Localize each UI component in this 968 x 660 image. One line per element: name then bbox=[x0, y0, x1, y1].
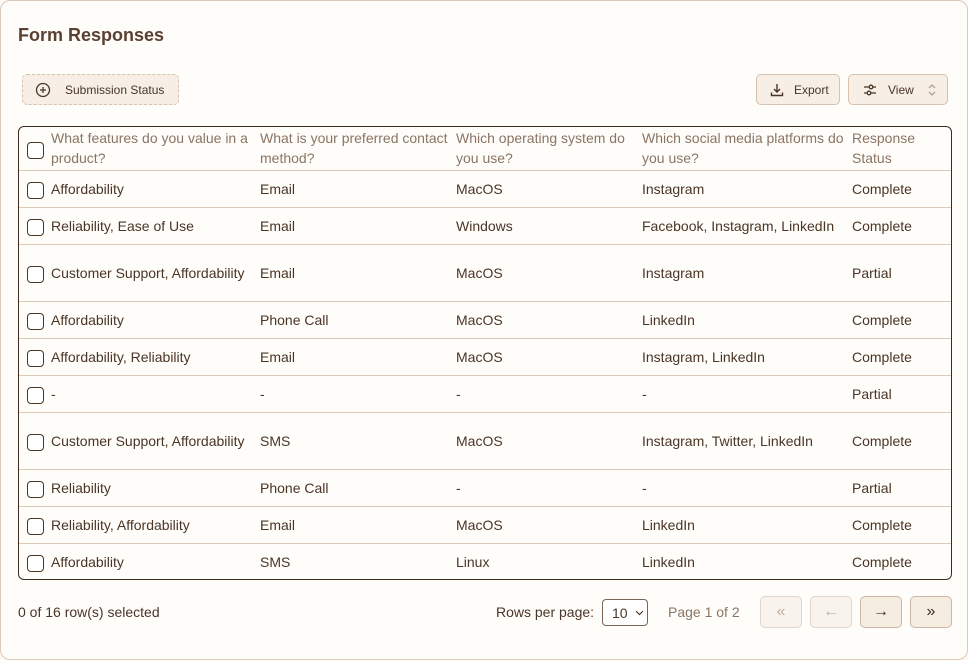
submission-status-label: Submission Status bbox=[65, 82, 165, 97]
table-cell: LinkedIn bbox=[642, 516, 695, 533]
table-cell: MacOS bbox=[456, 311, 503, 328]
table-cell: Instagram, Twitter, LinkedIn bbox=[642, 432, 813, 449]
table-cell: Instagram bbox=[642, 180, 705, 197]
row-select-cell bbox=[19, 469, 51, 506]
first-page-button[interactable] bbox=[760, 596, 802, 628]
table-cell: Complete bbox=[852, 311, 912, 328]
row-checkbox[interactable] bbox=[27, 555, 44, 572]
table-cell: Partial bbox=[852, 385, 892, 402]
table-cell: Customer Support, Affordability bbox=[51, 432, 245, 449]
chevron-up-down-icon bbox=[924, 82, 940, 98]
table-row[interactable] bbox=[19, 506, 952, 543]
arrow-right-icon: → bbox=[873, 603, 889, 620]
row-select-cell bbox=[19, 207, 51, 244]
export-label: Export bbox=[794, 82, 829, 97]
next-page-button[interactable] bbox=[860, 596, 902, 628]
table-row[interactable] bbox=[19, 338, 952, 375]
table-cell: Partial bbox=[852, 264, 892, 281]
table-cell: Email bbox=[260, 348, 296, 365]
table-cell: MacOS bbox=[456, 516, 503, 533]
row-select-cell bbox=[19, 375, 51, 412]
table-cell: Affordability bbox=[51, 553, 124, 570]
table-cell: - bbox=[456, 479, 461, 496]
column-header-contact[interactable]: What is your preferred contact method? bbox=[260, 130, 448, 167]
table-cell: Affordability, Reliability bbox=[51, 348, 191, 365]
table-cell: Linux bbox=[456, 553, 490, 570]
table-cell: LinkedIn bbox=[642, 311, 695, 328]
row-checkbox[interactable] bbox=[27, 350, 44, 367]
column-header-status[interactable]: Response Status bbox=[852, 130, 916, 167]
table-cell: Phone Call bbox=[260, 311, 329, 328]
row-checkbox[interactable] bbox=[27, 219, 44, 236]
table-cell: Email bbox=[260, 516, 296, 533]
table-row[interactable] bbox=[19, 207, 952, 244]
download-icon bbox=[769, 82, 785, 98]
row-select-cell bbox=[19, 244, 51, 301]
table-cell: Email bbox=[260, 180, 296, 197]
table-cell: Facebook, Instagram, LinkedIn bbox=[642, 217, 835, 234]
view-label: View bbox=[888, 82, 914, 97]
row-checkbox[interactable] bbox=[27, 387, 44, 404]
view-options-button[interactable] bbox=[848, 74, 948, 105]
row-checkbox[interactable] bbox=[27, 313, 44, 330]
table-cell: Complete bbox=[852, 180, 912, 197]
double-chevron-right-icon: » bbox=[926, 603, 936, 620]
table-row[interactable] bbox=[19, 469, 952, 506]
sliders-icon bbox=[862, 82, 878, 98]
row-checkbox[interactable] bbox=[27, 182, 44, 199]
table-cell: MacOS bbox=[456, 432, 503, 449]
table-cell: Complete bbox=[852, 217, 912, 234]
table-cell: - bbox=[642, 385, 647, 402]
table-cell: - bbox=[260, 385, 265, 402]
select-all-cell bbox=[19, 127, 51, 170]
row-select-cell bbox=[19, 506, 51, 543]
rows-per-page-select[interactable] bbox=[602, 599, 648, 626]
column-header-os[interactable]: Which operating system do you use? bbox=[456, 130, 625, 167]
row-select-cell bbox=[19, 170, 51, 207]
rows-per-page-value: 10 bbox=[612, 604, 628, 621]
table-cell: - bbox=[642, 479, 647, 496]
table-row[interactable] bbox=[19, 244, 952, 301]
table-cell: Complete bbox=[852, 516, 912, 533]
table-cell: Affordability bbox=[51, 180, 124, 197]
table-cell: Instagram, LinkedIn bbox=[642, 348, 765, 365]
table-cell: Reliability bbox=[51, 479, 111, 496]
table-cell: Email bbox=[260, 217, 296, 234]
table-row[interactable] bbox=[19, 170, 952, 207]
table-cell: LinkedIn bbox=[642, 553, 695, 570]
table-cell: Customer Support, Affordability bbox=[51, 264, 245, 281]
table-cell: - bbox=[51, 385, 56, 402]
double-chevron-left-icon: « bbox=[776, 603, 786, 620]
table-cell: Reliability, Ease of Use bbox=[51, 217, 194, 234]
chevron-down-icon bbox=[632, 605, 647, 621]
table-row[interactable] bbox=[19, 375, 952, 412]
responses-table bbox=[18, 126, 952, 580]
row-checkbox[interactable] bbox=[27, 434, 44, 451]
table-row[interactable] bbox=[19, 301, 952, 338]
row-checkbox[interactable] bbox=[27, 266, 44, 283]
table-header-row bbox=[19, 127, 952, 170]
table-cell: MacOS bbox=[456, 264, 503, 281]
page-info: Page 1 of 2 bbox=[668, 604, 740, 620]
table-cell: Windows bbox=[456, 217, 513, 234]
page-title: Form Responses bbox=[18, 25, 165, 45]
table-cell: Reliability, Affordability bbox=[51, 516, 190, 533]
row-select-cell bbox=[19, 338, 51, 375]
table-cell: Complete bbox=[852, 432, 912, 449]
arrow-left-icon: ← bbox=[823, 603, 839, 620]
row-select-cell bbox=[19, 543, 51, 580]
table-cell: Phone Call bbox=[260, 479, 329, 496]
table-cell: MacOS bbox=[456, 348, 503, 365]
table-cell: MacOS bbox=[456, 180, 503, 197]
table-cell: Partial bbox=[852, 479, 892, 496]
export-button[interactable] bbox=[756, 74, 840, 105]
plus-circle-icon bbox=[35, 82, 51, 98]
table-cell: SMS bbox=[260, 553, 291, 570]
table-cell: - bbox=[456, 385, 461, 402]
row-checkbox[interactable] bbox=[27, 481, 44, 498]
previous-page-button[interactable] bbox=[810, 596, 852, 628]
rows-per-page-label: Rows per page: bbox=[496, 604, 595, 620]
table-cell: Complete bbox=[852, 553, 912, 570]
table-row[interactable] bbox=[19, 412, 952, 469]
column-header-features[interactable]: What features do you value in a product? bbox=[51, 130, 248, 167]
row-checkbox[interactable] bbox=[27, 518, 44, 535]
select-all-checkbox[interactable] bbox=[27, 142, 44, 159]
column-header-social[interactable]: Which social media platforms do you use? bbox=[642, 130, 844, 167]
row-select-cell bbox=[19, 301, 51, 338]
table-cell: SMS bbox=[260, 432, 291, 449]
table-cell: Instagram bbox=[642, 264, 705, 281]
table-cell: Email bbox=[260, 264, 296, 281]
submission-status-filter-button[interactable] bbox=[22, 74, 179, 105]
row-select-cell bbox=[19, 412, 51, 469]
table-cell: Affordability bbox=[51, 311, 124, 328]
table-row[interactable] bbox=[19, 543, 952, 580]
last-page-button[interactable] bbox=[910, 596, 952, 628]
selection-count: 0 of 16 row(s) selected bbox=[18, 604, 160, 620]
table-cell: Complete bbox=[852, 348, 912, 365]
